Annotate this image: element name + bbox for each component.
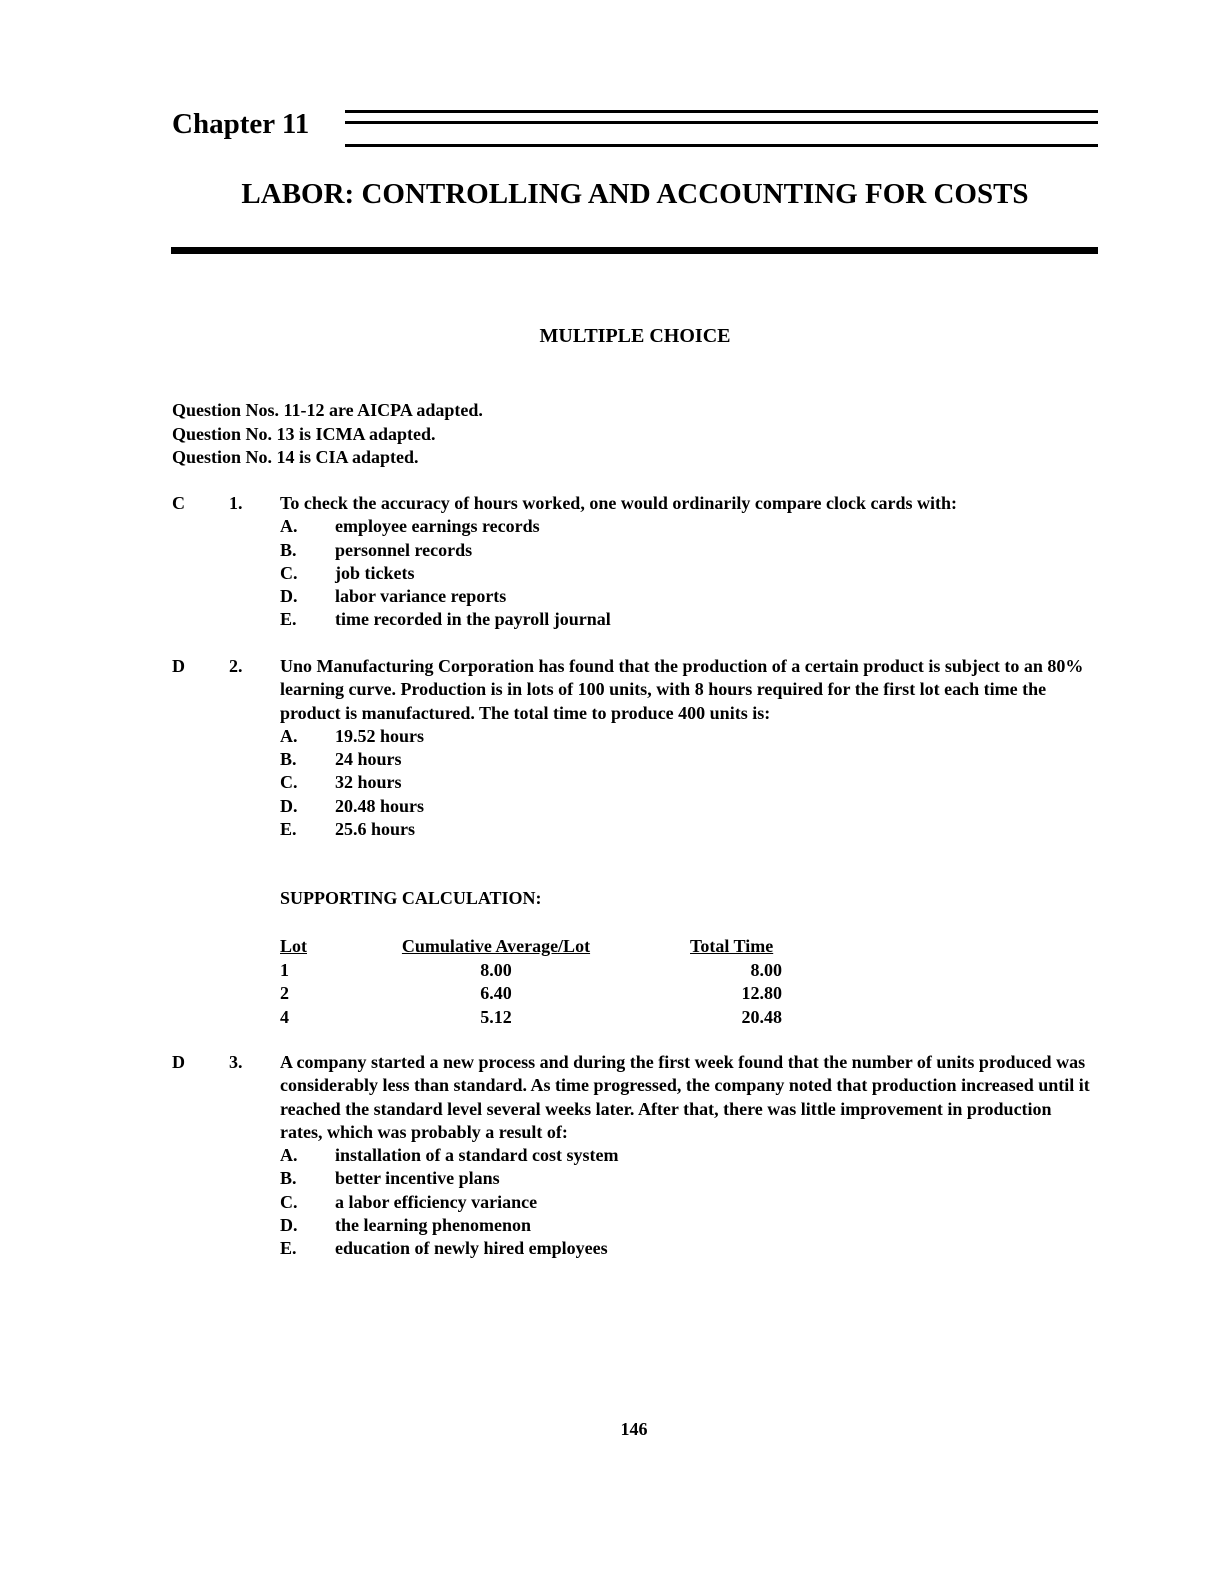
- table-cell: 8.00: [480, 959, 512, 980]
- option-letter: C.: [280, 562, 298, 583]
- option-letter: A.: [280, 725, 298, 746]
- option-letter: A.: [280, 516, 298, 537]
- option-letter: E.: [280, 819, 297, 840]
- question-stem: Uno Manufacturing Corporation has found that the production of a certain product is subject to an 80% learning curve. Production is in lots of 100 units, with 8 hours required for the first lot each time the product is manufactured. The total time to produce 400 units is:: [280, 656, 1084, 723]
- option-text: 19.52 hours: [335, 725, 425, 746]
- option-text: 24 hours: [335, 749, 402, 770]
- option: [280, 1144, 1090, 1167]
- question-number: 2.: [229, 656, 243, 676]
- option-text: personnel records: [335, 539, 473, 560]
- question-body: [280, 492, 1090, 632]
- option-text: labor variance reports: [335, 586, 507, 607]
- option-text: 25.6 hours: [335, 819, 416, 840]
- option-text: the learning phenomenon: [335, 1215, 532, 1236]
- option-text: time recorded in the payroll journal: [335, 609, 611, 630]
- column-header: Cumulative Average/Lot: [401, 936, 591, 956]
- option-letter: D.: [280, 1215, 298, 1236]
- table-cell: 12.80: [741, 983, 782, 1003]
- option: [280, 748, 1090, 771]
- header-rule-line: [345, 121, 1098, 124]
- answer-key: D: [172, 1052, 185, 1072]
- table-cell: 6.40: [480, 983, 512, 1003]
- header-rule-line: [345, 144, 1098, 147]
- option-text: employee earnings records: [335, 516, 540, 537]
- option-text: better incentive plans: [335, 1168, 500, 1189]
- option-letter: A.: [280, 1145, 298, 1166]
- option-text: installation of a standard cost system: [335, 1145, 619, 1166]
- option: [280, 795, 1090, 818]
- option: [280, 771, 1090, 794]
- option: [280, 562, 1090, 585]
- question-stem: To check the accuracy of hours worked, one would ordinarily compare clock cards with:: [280, 493, 957, 513]
- option: [280, 725, 1090, 748]
- option: [280, 1191, 1090, 1214]
- option-letter: B.: [280, 539, 297, 560]
- supporting-calculation-heading: SUPPORTING CALCULATION:: [280, 888, 542, 908]
- option-letter: E.: [280, 1238, 297, 1259]
- column-header: Lot: [280, 936, 307, 956]
- option: [280, 515, 1090, 538]
- option: [280, 539, 1090, 562]
- chapter-title: LABOR: CONTROLLING AND ACCOUNTING FOR COSTS: [241, 178, 1029, 210]
- source-notes: [172, 399, 483, 470]
- chapter-label: Chapter 11: [172, 108, 310, 140]
- option: [280, 1237, 1090, 1260]
- table-cell: 4: [280, 1006, 289, 1027]
- question-body: [280, 655, 1090, 841]
- option-letter: E.: [280, 609, 297, 630]
- answer-key: C: [172, 493, 185, 513]
- header-rules: [345, 110, 1098, 150]
- option-letter: D.: [280, 795, 298, 816]
- table-cell: 8.00: [750, 959, 782, 980]
- answer-key: D: [172, 656, 185, 676]
- option-letter: D.: [280, 586, 298, 607]
- option-text: education of newly hired employees: [335, 1238, 608, 1259]
- option: [280, 1167, 1090, 1190]
- option-text: job tickets: [335, 562, 415, 583]
- option-letter: C.: [280, 1191, 298, 1212]
- question-stem: A company started a new process and during the first week found that the number of units produced was considerably less than standard. As time progressed, the company noted that production increased until it reached the standard level several weeks later. After that, there was little improvement in production rates, which was probably a result of:: [280, 1052, 1090, 1142]
- option: [280, 1214, 1090, 1237]
- source-note: Question No. 13 is ICMA adapted.: [172, 423, 436, 444]
- option: [280, 818, 1090, 841]
- option-text: 32 hours: [335, 772, 402, 793]
- option: [280, 585, 1090, 608]
- question-body: [280, 1051, 1090, 1261]
- table-cell: 1: [280, 959, 289, 980]
- table-cell: 2: [280, 983, 289, 1003]
- question-number: 1.: [229, 493, 243, 513]
- option-letter: C.: [280, 772, 298, 793]
- table-cell: 20.48: [741, 1006, 782, 1027]
- option-letter: B.: [280, 749, 297, 770]
- option-text: 20.48 hours: [335, 795, 425, 816]
- column-header: Total Time: [690, 936, 774, 956]
- section-heading: MULTIPLE CHOICE: [539, 325, 731, 347]
- source-note: Question No. 14 is CIA adapted.: [172, 447, 419, 467]
- option-text: a labor efficiency variance: [335, 1191, 538, 1212]
- source-note: Question Nos. 11-12 are AICPA adapted.: [172, 400, 483, 420]
- page-number: 146: [620, 1419, 648, 1439]
- table-cell: 5.12: [480, 1006, 512, 1027]
- question-number: 3.: [229, 1052, 243, 1072]
- title-divider: [171, 247, 1098, 254]
- header-rule-line: [345, 110, 1098, 113]
- option: [280, 608, 1090, 631]
- option-letter: B.: [280, 1168, 297, 1189]
